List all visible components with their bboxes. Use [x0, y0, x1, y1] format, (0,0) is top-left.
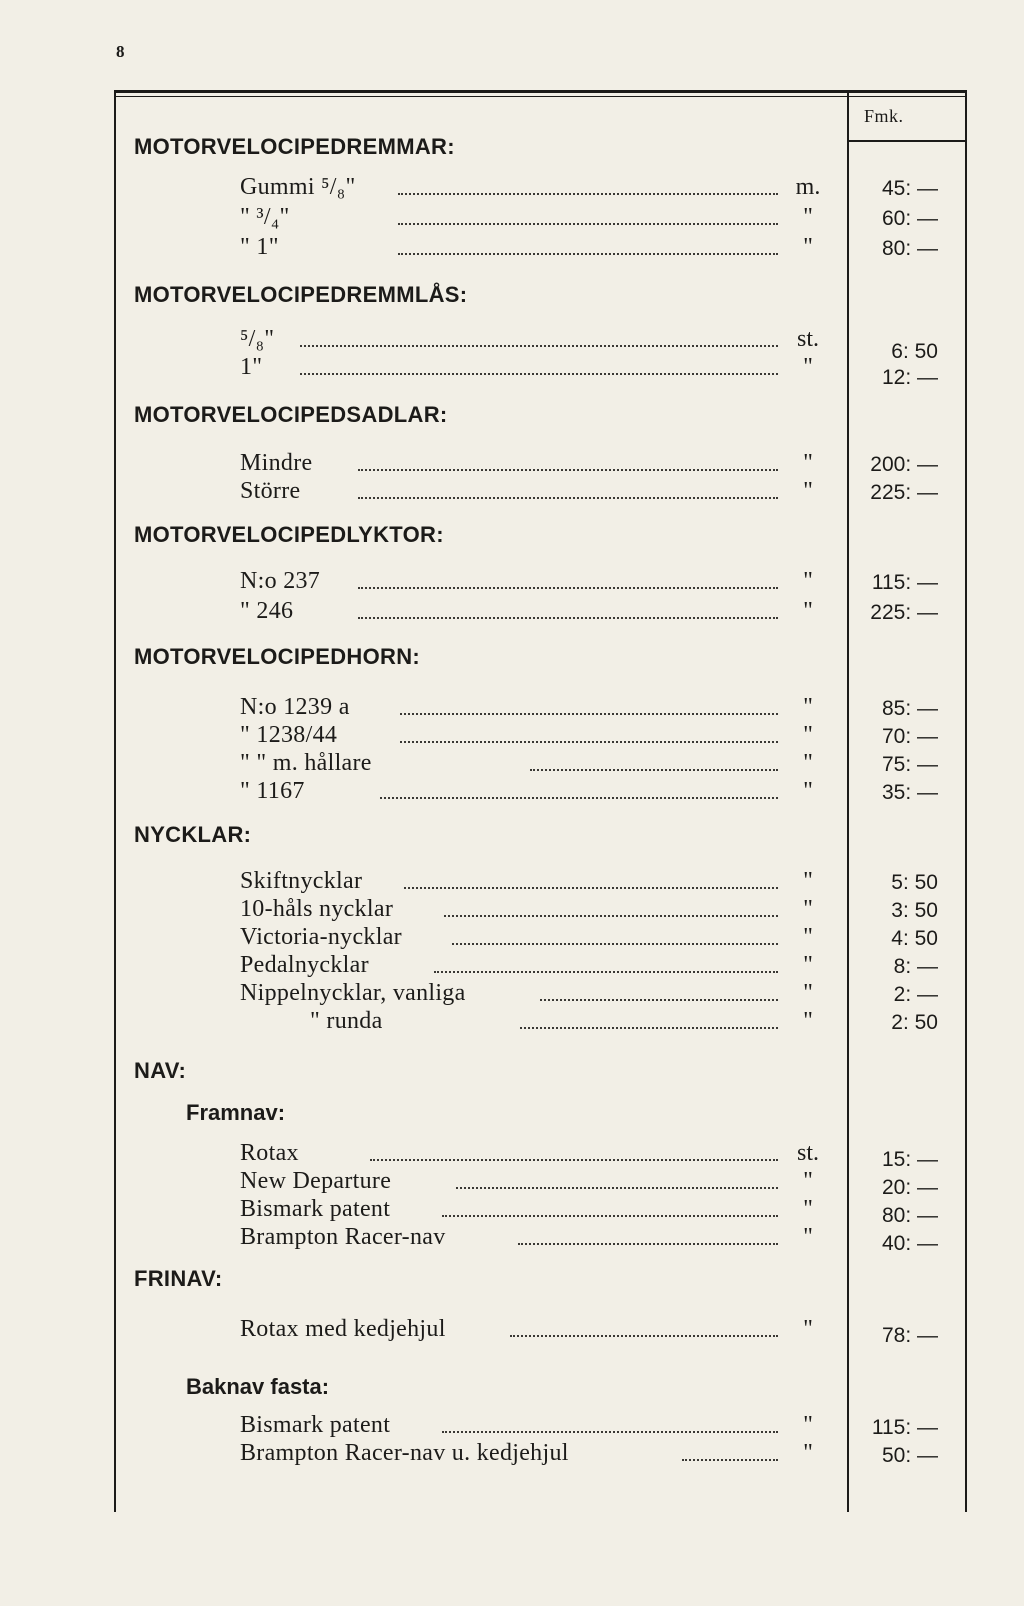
item-price: 200: — — [870, 453, 938, 476]
dot-leader — [682, 1457, 778, 1461]
dot-leader — [358, 467, 778, 471]
item-price: 20: — — [881, 1176, 938, 1199]
dot-leader — [540, 997, 778, 1001]
item-price: 35: — — [881, 781, 938, 804]
list-item — [0, 1168, 1024, 1199]
currency-header-rule — [848, 140, 967, 142]
list-item — [0, 1316, 1024, 1347]
dot-leader — [452, 941, 778, 945]
list-item — [0, 750, 1024, 778]
dot-leader — [398, 221, 778, 225]
item-price: 70: — — [881, 725, 938, 748]
item-unit: m. — [795, 174, 821, 200]
item-price: 80: — — [881, 237, 938, 260]
list-item — [0, 326, 1024, 363]
dot-leader — [442, 1429, 778, 1433]
dot-leader — [358, 585, 778, 589]
item-unit: " — [803, 924, 813, 950]
list-item — [0, 1224, 1024, 1255]
item-label: " 1167 — [240, 778, 305, 804]
list-item — [0, 980, 1024, 1008]
item-unit: " — [803, 896, 813, 922]
list-item — [0, 1440, 1024, 1468]
item-unit: " — [803, 1168, 813, 1194]
item-price: 225: — — [870, 601, 938, 624]
item-label: Mindre — [240, 450, 313, 476]
item-unit: " — [803, 234, 813, 260]
page-number: 8 — [116, 42, 125, 61]
list-item — [0, 778, 1024, 806]
list-item — [0, 450, 1024, 478]
list-item — [0, 568, 1024, 596]
list-item — [0, 1196, 1024, 1227]
list-item — [0, 952, 1024, 980]
dot-leader — [380, 795, 778, 799]
item-unit: " — [803, 1412, 813, 1438]
item-unit: " — [803, 750, 813, 776]
section-heading-lyktor: MOTORVELOCIPEDLYKTOR: — [134, 522, 444, 547]
section-heading-nav: NAV: — [134, 1058, 187, 1083]
item-price: 115: — — [871, 1416, 938, 1439]
item-unit: " — [803, 204, 813, 230]
dot-leader — [510, 1333, 778, 1337]
dot-leader — [444, 913, 778, 917]
item-label: " runda — [310, 1008, 383, 1034]
item-unit: st. — [796, 326, 819, 352]
item-label: 1" — [240, 354, 263, 380]
item-unit: " — [803, 1224, 813, 1250]
item-unit: " — [803, 722, 813, 748]
item-price: 50: — — [881, 1444, 938, 1467]
item-label: ⁵/₈" — [240, 326, 275, 352]
list-item — [0, 694, 1024, 722]
subsection-heading-framnav: Framnav: — [186, 1100, 286, 1125]
item-unit: " — [803, 1440, 813, 1466]
item-label: Rotax — [240, 1140, 299, 1166]
item-price: 8: — — [893, 955, 938, 978]
item-price: 3: 50 — [891, 899, 938, 922]
item-label: " 246 — [240, 598, 294, 624]
item-unit: " — [803, 354, 813, 380]
dot-leader — [520, 1025, 778, 1029]
list-item — [0, 1008, 1024, 1036]
item-unit: " — [803, 1316, 813, 1342]
list-item — [0, 1140, 1024, 1171]
list-item — [0, 598, 1024, 626]
section-heading-remmlas: MOTORVELOCIPEDREMMLÅS: — [134, 282, 468, 307]
item-price: 6: 50 — [891, 340, 938, 363]
section-heading-nycklar: NYCKLAR: — [134, 822, 252, 847]
currency-header: Fmk. — [864, 106, 904, 126]
item-price: 115: — — [871, 571, 938, 594]
list-item — [0, 896, 1024, 924]
item-label: N:o 1239 a — [240, 694, 350, 720]
subsection-heading-baknav: Baknav fasta: — [186, 1374, 330, 1399]
item-price: 40: — — [881, 1232, 938, 1255]
item-label: Pedalnycklar — [240, 952, 369, 978]
item-unit: st. — [796, 1140, 819, 1166]
item-price: 2: — — [893, 983, 938, 1006]
dot-leader — [518, 1241, 778, 1245]
dot-leader — [530, 767, 778, 771]
item-label: 10-håls nycklar — [240, 896, 394, 922]
list-item — [0, 354, 1024, 389]
dot-leader — [370, 1157, 778, 1161]
item-label: Större — [240, 478, 301, 504]
item-label: Gummi ⁵/₈" — [240, 174, 356, 200]
dot-leader — [400, 739, 778, 743]
item-unit: " — [803, 778, 813, 804]
dot-leader — [358, 495, 778, 499]
item-unit: " — [803, 568, 813, 594]
dot-leader — [434, 969, 778, 973]
item-unit: " — [803, 694, 813, 720]
top-rule — [114, 90, 967, 93]
item-label: Brampton Racer-nav u. kedjehjul — [240, 1440, 569, 1466]
list-item — [0, 204, 1024, 232]
item-unit: " — [803, 952, 813, 978]
top-rule-thin — [114, 96, 967, 97]
item-price: 5: 50 — [891, 871, 938, 894]
item-label: Rotax med kedjehjul — [240, 1316, 446, 1342]
dot-leader — [456, 1185, 778, 1189]
item-label: Brampton Racer-nav — [240, 1224, 446, 1250]
dot-leader — [358, 615, 778, 619]
item-label: Victoria-nycklar — [240, 924, 402, 950]
item-price: 85: — — [881, 697, 938, 720]
dot-leader — [404, 885, 778, 889]
item-unit: " — [803, 868, 813, 894]
item-price: 4: 50 — [891, 927, 938, 950]
item-price: 75: — — [881, 753, 938, 776]
list-item — [0, 234, 1024, 262]
dot-leader — [442, 1213, 778, 1217]
section-heading-remmar: MOTORVELOCIPEDREMMAR: — [134, 134, 455, 159]
section-heading-frinav: FRINAV: — [134, 1266, 223, 1291]
item-unit: " — [803, 450, 813, 476]
item-unit: " — [803, 1008, 813, 1034]
item-label: " 1238/44 — [240, 722, 338, 748]
item-price: 225: — — [870, 481, 938, 504]
item-label: " 1" — [240, 234, 279, 260]
list-item — [0, 1412, 1024, 1440]
dot-leader — [300, 343, 778, 347]
list-item — [0, 722, 1024, 750]
item-price: 78: — — [881, 1324, 938, 1347]
item-label: Bismark patent — [240, 1412, 391, 1438]
list-item — [0, 174, 1024, 202]
item-label: Nippelnycklar, vanliga — [240, 980, 466, 1006]
item-label: Skiftnycklar — [240, 868, 363, 894]
section-heading-sadlar: MOTORVELOCIPEDSADLAR: — [134, 402, 448, 427]
item-price: 2: 50 — [891, 1011, 938, 1034]
dot-leader — [300, 371, 778, 375]
item-unit: " — [803, 598, 813, 624]
list-item — [0, 868, 1024, 896]
list-item — [0, 924, 1024, 952]
dot-leader — [400, 711, 778, 715]
dot-leader — [398, 191, 778, 195]
item-label: Bismark patent — [240, 1196, 391, 1222]
item-price: 12: — — [881, 366, 938, 389]
item-label: N:o 237 — [240, 568, 321, 594]
item-label: " " m. hållare — [240, 750, 372, 776]
item-unit: " — [803, 980, 813, 1006]
list-item — [0, 478, 1024, 506]
item-unit: " — [803, 1196, 813, 1222]
item-price: 80: — — [881, 1204, 938, 1227]
item-label: " ³/₄" — [240, 204, 290, 230]
section-heading-horn: MOTORVELOCIPEDHORN: — [134, 644, 421, 669]
item-label: New Departure — [240, 1168, 392, 1194]
dot-leader — [398, 251, 778, 255]
item-unit: " — [803, 478, 813, 504]
item-price: 60: — — [881, 207, 938, 230]
item-price: 45: — — [881, 177, 938, 200]
item-price: 15: — — [881, 1148, 938, 1171]
